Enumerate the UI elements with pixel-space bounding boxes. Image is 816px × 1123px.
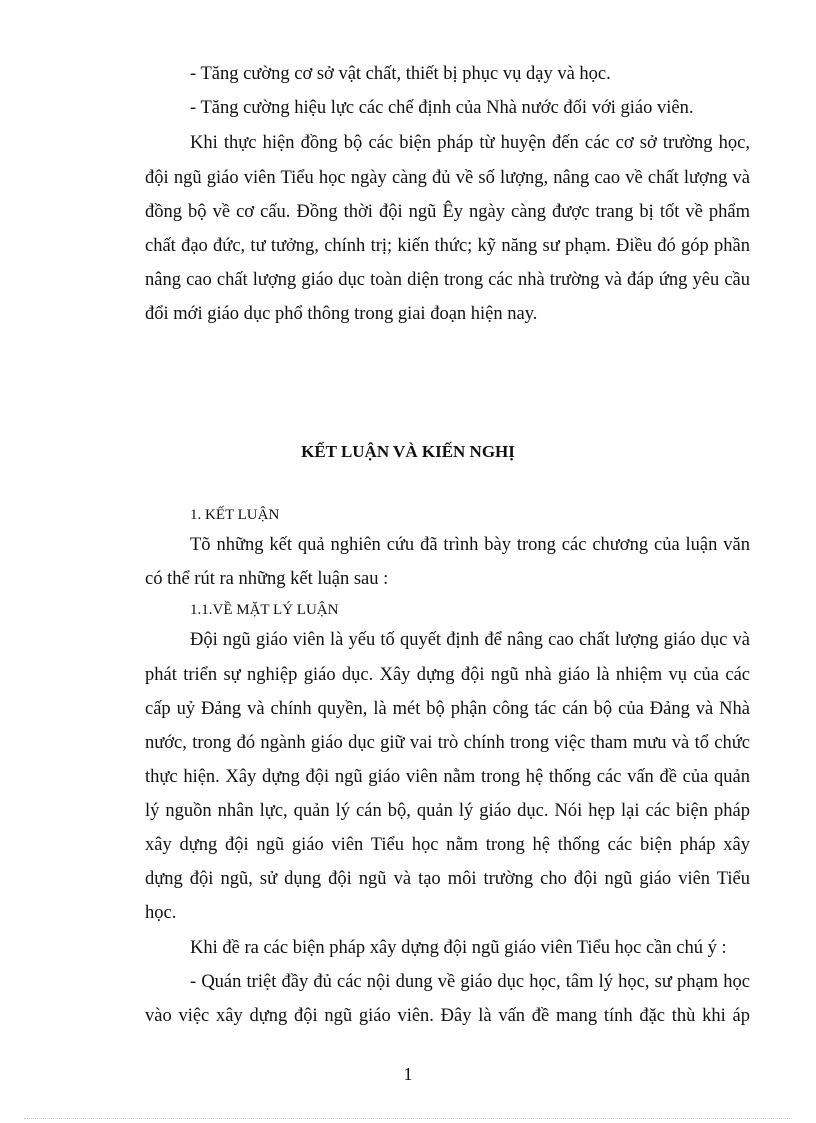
paragraph-line: lý nguồn nhân lực, quản lý cán bộ, quản lý giáo dục. Nói hẹp lại các biện pháp bbox=[145, 801, 750, 821]
paragraph-line: có thể rút ra những kết luận sau : bbox=[145, 569, 389, 589]
paragraph-line: học. bbox=[145, 903, 177, 923]
paragraph-line: xây dựng đội ngũ giáo viên Tiểu học nằm trong hệ thống các biện pháp xây bbox=[145, 835, 750, 855]
paragraph-line: nâng cao chất lượng giáo dục toàn diện trong các nhà trường và đáp ứng yêu cầu bbox=[145, 270, 750, 290]
section-heading: KẾT LUẬN VÀ KIẾN NGHỊ bbox=[301, 442, 515, 461]
paragraph-line: - Tăng cường hiệu lực các chế định của Nhà nước đối với giáo viên. bbox=[190, 98, 694, 118]
paragraph-line: Đội ngũ giáo viên là yếu tố quyết định để nâng cao chất lượng giáo dục và bbox=[190, 630, 750, 650]
paragraph-line: đội ngũ giáo viên Tiểu học ngày càng đủ về số lượng, nâng cao về chất lượng và bbox=[145, 168, 750, 188]
paragraph-line: dựng đội ngũ, sử dụng đội ngũ và tạo môi trường cho đội ngũ giáo viên Tiểu bbox=[145, 869, 750, 889]
paragraph-line: chất đạo đức, tư tưởng, chính trị; kiến thức; kỹ năng sư phạm. Điều đó góp phần bbox=[145, 236, 750, 256]
paragraph-line: - Quán triệt đầy đủ các nội dung về giáo dục học, tâm lý học, sư phạm học bbox=[190, 972, 750, 992]
paragraph-line: vào việc xây dựng đội ngũ giáo viên. Đây là vấn đề mang tính đặc thù khi áp bbox=[145, 1006, 750, 1026]
paragraph-line: đồng bộ về cơ cấu. Đồng thời đội ngũ Êy ngày càng được trang bị tốt về phẩm bbox=[145, 202, 750, 222]
page-number: 1 bbox=[403, 1064, 413, 1084]
paragraph-line: phát triển sự nghiệp giáo dục. Xây dựng đội ngũ nhà giáo là nhiệm vụ của các bbox=[145, 665, 750, 685]
paragraph-line: nước, trong đó ngành giáo dục giữ vai trò chính trong việc tham mưu và tổ chức bbox=[145, 733, 750, 753]
paragraph-line: Khi thực hiện đồng bộ các biện pháp từ huyện đến các cơ sở trường học, bbox=[190, 133, 750, 153]
subsection-heading: 1.1.VỀ MẶT LÝ LUẬN bbox=[190, 602, 339, 618]
paragraph-line: thực hiện. Xây dựng đội ngũ giáo viên nằm trong hệ thống các vấn đề của quản bbox=[145, 767, 750, 787]
paragraph-line: - Tăng cường cơ sở vật chất, thiết bị phục vụ dạy và học. bbox=[190, 64, 611, 84]
subsection-heading: 1. KẾT LUẬN bbox=[190, 507, 280, 523]
paragraph-line: Khi đề ra các biện pháp xây dựng đội ngũ giáo viên Tiểu học cần chú ý : bbox=[190, 938, 727, 958]
paragraph-line: cấp uỷ Đảng và chính quyền, là mét bộ phận công tác cán bộ của Đảng và Nhà bbox=[145, 699, 750, 719]
paragraph-line: đổi mới giáo dục phổ thông trong giai đoạn hiện nay. bbox=[145, 304, 538, 324]
page-divider bbox=[24, 1118, 792, 1119]
paragraph-line: Tõ những kết quả nghiên cứu đã trình bày trong các chương của luận văn bbox=[190, 535, 750, 555]
